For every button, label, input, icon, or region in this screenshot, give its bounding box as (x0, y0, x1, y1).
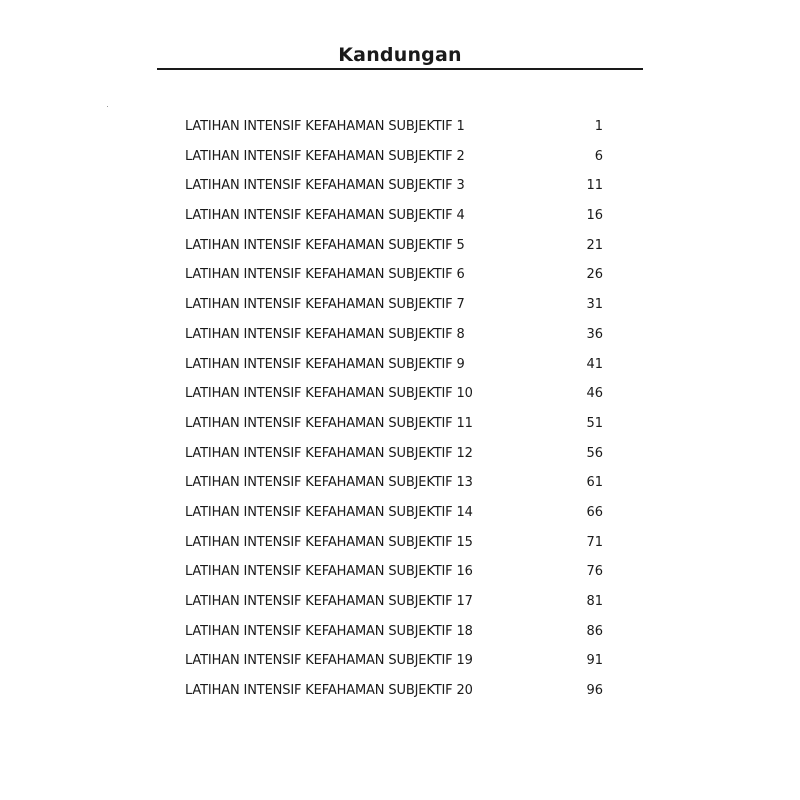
toc-row-3[interactable] (185, 171, 605, 201)
toc-row-13[interactable] (185, 468, 605, 498)
toc-row-7[interactable] (185, 290, 605, 320)
toc-entry-title: LATIHAN INTENSIF KEFAHAMAN SUBJEKTIF 13 (185, 475, 473, 491)
toc-entry-title: LATIHAN INTENSIF KEFAHAMAN SUBJEKTIF 15 (185, 534, 473, 550)
toc-page-number: 21 (586, 237, 603, 253)
toc-row-5[interactable] (185, 231, 605, 261)
toc-page-number: 66 (586, 504, 603, 520)
toc-page-number: 36 (586, 326, 603, 342)
toc-entry-title: LATIHAN INTENSIF KEFAHAMAN SUBJEKTIF 12 (185, 445, 473, 461)
toc-entry-title: LATIHAN INTENSIF KEFAHAMAN SUBJEKTIF 8 (185, 326, 465, 342)
toc-entry-title: LATIHAN INTENSIF KEFAHAMAN SUBJEKTIF 1 (185, 119, 465, 134)
toc-page-number: 76 (586, 564, 603, 580)
toc-row-2[interactable] (185, 142, 605, 172)
toc-entry-title: LATIHAN INTENSIF KEFAHAMAN SUBJEKTIF 4 (185, 208, 465, 224)
page-title: Kandungan (338, 44, 462, 66)
toc-entry-title: LATIHAN INTENSIF KEFAHAMAN SUBJEKTIF 2 (185, 148, 465, 164)
toc-page-number: 41 (586, 356, 603, 372)
toc-row-8[interactable] (185, 320, 605, 350)
toc-entry-title: LATIHAN INTENSIF KEFAHAMAN SUBJEKTIF 19 (185, 653, 473, 669)
toc-page-number: 1 (594, 119, 603, 134)
toc-row-9[interactable] (185, 350, 605, 380)
toc-entry-title: LATIHAN INTENSIF KEFAHAMAN SUBJEKTIF 7 (185, 297, 465, 313)
toc-page-number: 71 (586, 534, 603, 550)
toc-page-number: 26 (586, 267, 603, 283)
toc-row-10[interactable] (185, 379, 605, 409)
toc-page-number: 6 (594, 148, 603, 164)
toc-entry-title: LATIHAN INTENSIF KEFAHAMAN SUBJEKTIF 11 (185, 415, 473, 431)
toc-page-number: 51 (586, 415, 603, 431)
toc-page-number: 56 (586, 445, 603, 461)
toc-entry-title: LATIHAN INTENSIF KEFAHAMAN SUBJEKTIF 16 (185, 564, 473, 580)
toc-page-number: 91 (586, 653, 603, 669)
toc-page-number: 81 (586, 594, 603, 609)
scan-speck (107, 106, 108, 107)
toc-entry-title: LATIHAN INTENSIF KEFAHAMAN SUBJEKTIF 9 (185, 356, 465, 372)
toc-page-number: 16 (586, 208, 603, 224)
toc-row-4[interactable] (185, 201, 605, 231)
toc-entry-title: LATIHAN INTENSIF KEFAHAMAN SUBJEKTIF 20 (185, 683, 473, 699)
toc-row-15[interactable] (185, 528, 605, 558)
toc-row-6[interactable] (185, 260, 605, 290)
toc-entry-title: LATIHAN INTENSIF KEFAHAMAN SUBJEKTIF 3 (185, 178, 465, 194)
toc-entry-title: LATIHAN INTENSIF KEFAHAMAN SUBJEKTIF 5 (185, 237, 465, 253)
table-of-contents (185, 112, 605, 706)
toc-page-number: 61 (586, 475, 603, 491)
toc-page-number: 11 (586, 178, 603, 194)
toc-page-number: 96 (586, 683, 603, 699)
toc-row-19[interactable] (185, 646, 605, 676)
toc-row-14[interactable] (185, 498, 605, 528)
toc-row-11[interactable] (185, 409, 605, 439)
toc-entry-title: LATIHAN INTENSIF KEFAHAMAN SUBJEKTIF 17 (185, 594, 473, 609)
toc-entry-title: LATIHAN INTENSIF KEFAHAMAN SUBJEKTIF 18 (185, 623, 473, 639)
toc-entry-title: LATIHAN INTENSIF KEFAHAMAN SUBJEKTIF 10 (185, 386, 473, 402)
toc-entry-title: LATIHAN INTENSIF KEFAHAMAN SUBJEKTIF 14 (185, 504, 473, 520)
toc-row-12[interactable] (185, 439, 605, 469)
toc-row-1[interactable] (185, 112, 605, 142)
toc-row-16[interactable] (185, 557, 605, 587)
toc-page-number: 86 (586, 623, 603, 639)
toc-row-17[interactable] (185, 587, 605, 617)
toc-row-18[interactable] (185, 617, 605, 647)
toc-page-number: 31 (586, 297, 603, 313)
toc-row-20[interactable] (185, 676, 605, 706)
toc-entry-title: LATIHAN INTENSIF KEFAHAMAN SUBJEKTIF 6 (185, 267, 465, 283)
title-underline (157, 68, 643, 70)
toc-page-number: 46 (586, 386, 603, 402)
